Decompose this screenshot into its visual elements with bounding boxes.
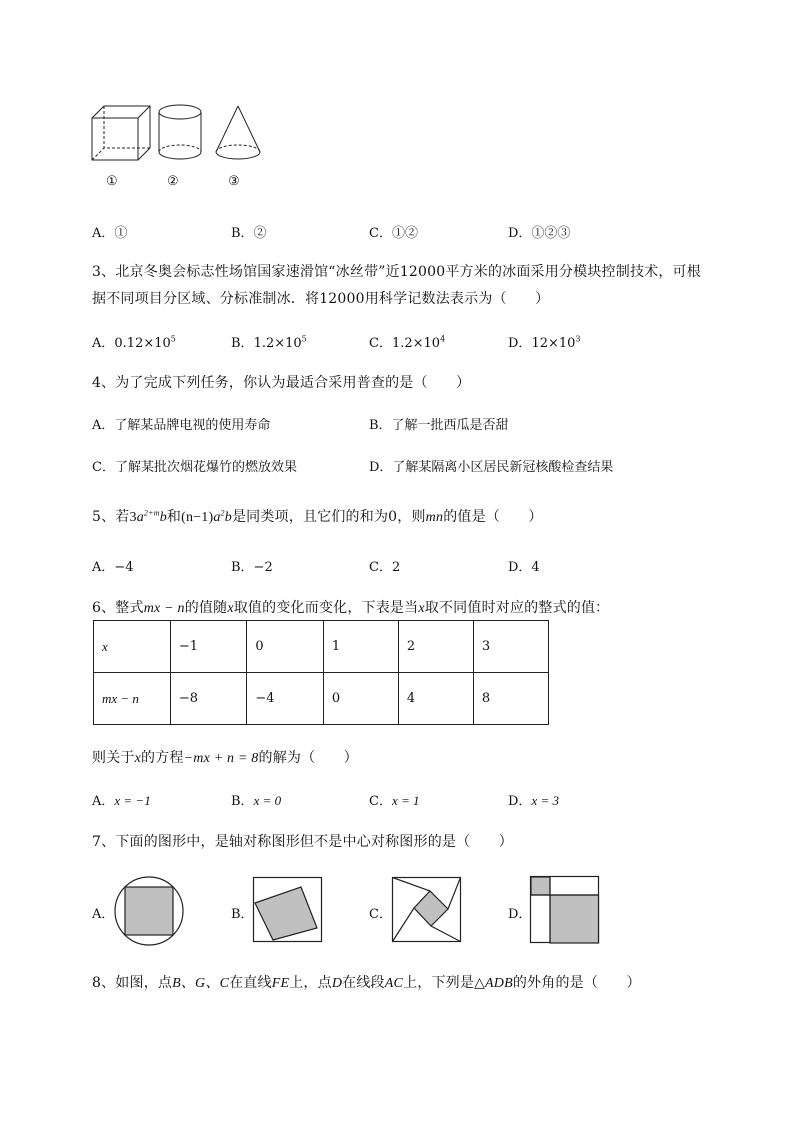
table-cell: 2	[398, 621, 473, 673]
table-row	[94, 621, 549, 673]
q2-option-d[interactable]: D．①②③	[508, 226, 571, 241]
q7-option-c[interactable]: C．	[369, 907, 392, 922]
table-cell: 0	[323, 673, 398, 725]
q3-option-a[interactable]: A．$0.12\times 10^5$	[92, 334, 176, 351]
q5-option-a[interactable]: A．−4	[92, 560, 134, 575]
q6-option-b[interactable]: B．x = 0	[231, 793, 282, 809]
q6-option-c[interactable]: C．x = 1	[369, 793, 420, 809]
q5-option-b[interactable]: B．−2	[231, 560, 273, 575]
circle-square-figure	[114, 876, 184, 946]
value-table	[93, 620, 549, 725]
figure-label-1: ①	[106, 174, 118, 189]
q4-option-b[interactable]: B．了解一批西瓜是否甜	[369, 418, 509, 433]
pinwheel-square-figure	[392, 877, 462, 943]
table-row	[94, 673, 549, 725]
table-cell: x	[94, 621, 171, 673]
q2-option-b[interactable]: B．②	[231, 226, 267, 241]
table-cell: 1	[323, 621, 398, 673]
q3-option-d[interactable]: D．$12\times 10^3$	[508, 334, 581, 351]
q7-option-d[interactable]: D．	[508, 907, 532, 922]
q4-option-c[interactable]: C．了解某批次烟花爆竹的燃放效果	[92, 460, 297, 475]
table-cell: 4	[398, 673, 473, 725]
cylinder-figure	[158, 104, 204, 162]
q3-stem-line1: 3、北京冬奥会标志性场馆国家速滑馆“冰丝带”近12000平方米的冰面采用分模块控制技术，可根	[92, 264, 701, 280]
q7-option-a[interactable]: A．	[92, 907, 115, 922]
q6-stem: 6、整式mx − n的值随x取值的变化而变化，下表是当x取不同值时对应的整式的值：	[92, 600, 610, 616]
tilted-square-figure	[253, 877, 323, 943]
table-cell: −4	[247, 673, 324, 725]
table-cell: 0	[247, 621, 324, 673]
q4-option-a[interactable]: A．了解某品牌电视的使用寿命	[92, 418, 271, 433]
cube-figure	[92, 106, 152, 162]
q8-stem: 8、如图，点B、G、C在直线FE上，点D在线段AC上，下列是△ADB的外角的是（ ）	[92, 975, 641, 991]
table-cell: 3	[473, 621, 548, 673]
q6-followup: 则关于x的方程−mx + n = 8的解为（ ）	[92, 750, 358, 766]
table-cell: mx − n	[94, 673, 171, 725]
q2-option-a[interactable]: A．①	[92, 226, 128, 241]
q5-stem: 5、若$3a^{2+m}b$和$(n-1)a^2b$是同类项，且它们的和为0，则mn的值是（ ）	[92, 508, 543, 525]
table-cell: −8	[170, 673, 247, 725]
q3-option-b[interactable]: B．$1.2\times 10^5$	[231, 334, 307, 351]
figure-label-2: ②	[167, 174, 179, 189]
q7-stem: 7、下面的图形中，是轴对称图形但不是中心对称图形的是（ ）	[92, 834, 513, 850]
table-cell: −1	[170, 621, 247, 673]
q5-option-d[interactable]: D．4	[508, 560, 540, 575]
q5-option-c[interactable]: C．2	[369, 560, 401, 575]
q7-option-b[interactable]: B．	[231, 907, 254, 922]
q4-stem: 4、为了完成下列任务，你认为最适合采用普查的是（ ）	[92, 375, 471, 391]
q6-option-a[interactable]: A．x = −1	[92, 793, 151, 809]
cone-figure	[214, 106, 264, 162]
table-cell: 8	[473, 673, 548, 725]
figure-label-3: ③	[228, 174, 240, 189]
partition-square-figure	[530, 876, 600, 944]
q6-option-d[interactable]: D．x = 3	[508, 793, 559, 809]
q4-option-d[interactable]: D．了解某隔离小区居民新冠核酸检查结果	[369, 460, 614, 475]
q2-option-c[interactable]: C．①②	[369, 226, 418, 241]
q3-option-c[interactable]: C．$1.2\times 10^4$	[369, 334, 446, 351]
q3-stem-line2: 据不同项目分区域、分标准制冰．将12000用科学记数法表示为（ ）	[92, 291, 550, 307]
